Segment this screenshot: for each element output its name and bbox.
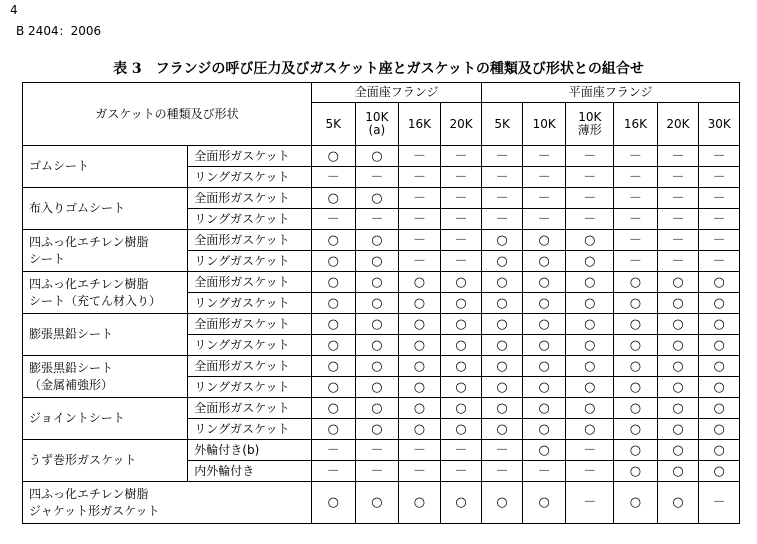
applicability-mark: ○ (311, 272, 355, 293)
applicability-mark: ○ (566, 251, 614, 272)
table-row (23, 398, 740, 419)
applicability-mark: － (699, 482, 740, 524)
applicability-mark: ○ (311, 398, 355, 419)
applicability-mark: ○ (399, 272, 441, 293)
applicability-mark: ○ (566, 335, 614, 356)
applicability-mark: ○ (440, 272, 482, 293)
applicability-mark: － (657, 209, 699, 230)
applicability-mark: ○ (355, 335, 399, 356)
applicability-mark: ○ (482, 482, 523, 524)
applicability-mark: － (399, 251, 441, 272)
header-flat-face-col (657, 103, 699, 146)
applicability-mark: － (614, 209, 658, 230)
applicability-mark: ○ (399, 293, 441, 314)
applicability-mark: － (522, 209, 566, 230)
applicability-mark: － (566, 461, 614, 482)
applicability-mark: － (311, 461, 355, 482)
table-title: 表 3 フランジの呼び圧力及びガスケット座とガスケットの種類及び形状との組合せ (113, 61, 644, 77)
pressure-label: 10K (532, 116, 556, 131)
applicability-mark: ○ (482, 251, 523, 272)
applicability-mark: － (699, 146, 740, 167)
applicability-mark: ○ (355, 398, 399, 419)
applicability-mark: ○ (355, 188, 399, 209)
applicability-mark: － (311, 209, 355, 230)
table-row (23, 146, 740, 167)
gasket-shape: 内外輪付き (188, 461, 312, 482)
applicability-mark: ○ (522, 398, 566, 419)
header-flat-face-col (566, 103, 614, 146)
applicability-mark: ○ (657, 482, 699, 524)
applicability-mark: ○ (614, 293, 658, 314)
applicability-mark: ○ (355, 251, 399, 272)
applicability-mark: ○ (522, 272, 566, 293)
gasket-shape: 全面形ガスケット (188, 356, 312, 377)
applicability-mark: ○ (657, 398, 699, 419)
applicability-mark: － (482, 209, 523, 230)
gasket-shape: 全面形ガスケット (188, 230, 312, 251)
applicability-mark: － (566, 482, 614, 524)
applicability-mark: ○ (440, 377, 482, 398)
pressure-note: 薄形 (577, 123, 602, 137)
applicability-mark: － (355, 167, 399, 188)
applicability-mark: ○ (657, 335, 699, 356)
applicability-mark: ○ (614, 440, 658, 461)
pressure-note: (a) (368, 123, 386, 137)
applicability-mark: ○ (657, 272, 699, 293)
applicability-mark: ○ (482, 230, 523, 251)
applicability-mark: － (699, 230, 740, 251)
applicability-mark: － (699, 209, 740, 230)
applicability-mark: － (566, 209, 614, 230)
applicability-mark: － (522, 461, 566, 482)
applicability-mark: ○ (614, 335, 658, 356)
applicability-mark: ○ (522, 314, 566, 335)
table-row (23, 314, 740, 335)
applicability-mark: ○ (566, 272, 614, 293)
gasket-shape: リングガスケット (188, 209, 312, 230)
applicability-mark: － (311, 167, 355, 188)
applicability-mark: － (355, 209, 399, 230)
applicability-mark: － (657, 188, 699, 209)
applicability-mark: － (355, 461, 399, 482)
applicability-mark: ○ (614, 314, 658, 335)
applicability-mark: ○ (311, 419, 355, 440)
applicability-mark: － (522, 188, 566, 209)
applicability-mark: － (614, 146, 658, 167)
gasket-shape: リングガスケット (188, 167, 312, 188)
applicability-mark: ○ (482, 356, 523, 377)
applicability-mark: ○ (311, 230, 355, 251)
applicability-mark: － (566, 167, 614, 188)
applicability-mark: － (566, 440, 614, 461)
table-row (23, 482, 740, 524)
applicability-mark: ○ (482, 377, 523, 398)
table-row (23, 188, 740, 209)
gasket-shape: 外輪付き(b) (188, 440, 312, 461)
applicability-mark: ○ (614, 272, 658, 293)
applicability-mark: ○ (566, 419, 614, 440)
applicability-mark: ○ (311, 146, 355, 167)
gasket-shape: リングガスケット (188, 293, 312, 314)
applicability-mark: ○ (355, 314, 399, 335)
gasket-material: ジョイントシート (23, 398, 188, 440)
gasket-material: 布入りゴムシート (23, 188, 188, 230)
applicability-mark: ○ (440, 314, 482, 335)
applicability-mark: ○ (614, 398, 658, 419)
gasket-shape: リングガスケット (188, 377, 312, 398)
applicability-mark: ○ (614, 482, 658, 524)
applicability-mark: ○ (311, 251, 355, 272)
applicability-mark: ○ (482, 398, 523, 419)
applicability-mark: ○ (482, 419, 523, 440)
table-row (23, 230, 740, 251)
applicability-mark: － (440, 461, 482, 482)
applicability-mark: ○ (311, 356, 355, 377)
header-group-flat-face: 平面座フランジ (482, 83, 740, 103)
applicability-mark: ○ (566, 356, 614, 377)
applicability-mark: ○ (399, 482, 441, 524)
applicability-mark: ○ (311, 482, 355, 524)
applicability-mark: － (482, 146, 523, 167)
applicability-mark: ○ (699, 272, 740, 293)
applicability-mark: ○ (311, 335, 355, 356)
applicability-mark: ○ (355, 377, 399, 398)
applicability-mark: － (699, 251, 740, 272)
pressure-label: 16K (407, 116, 432, 131)
applicability-mark: ○ (699, 398, 740, 419)
applicability-mark: ○ (482, 314, 523, 335)
applicability-mark: － (440, 440, 482, 461)
applicability-mark: － (614, 230, 658, 251)
applicability-mark: － (614, 167, 658, 188)
page-number: 4 (10, 3, 18, 17)
pressure-label: 5K (325, 116, 342, 131)
applicability-mark: － (399, 440, 441, 461)
applicability-mark: ○ (355, 419, 399, 440)
applicability-mark: － (482, 167, 523, 188)
gasket-material: ゴムシート (23, 146, 188, 188)
applicability-mark: － (440, 146, 482, 167)
applicability-mark: ○ (399, 419, 441, 440)
header-flat-face-col (699, 103, 740, 146)
applicability-mark: ○ (522, 482, 566, 524)
applicability-mark: ○ (522, 419, 566, 440)
gasket-shape: 全面形ガスケット (188, 314, 312, 335)
applicability-mark: ○ (566, 230, 614, 251)
applicability-mark: ○ (657, 356, 699, 377)
gasket-material: 膨張黒鉛シート （金属補強形） (23, 356, 188, 398)
gasket-material: 四ふっ化エチレン樹脂 シート（充てん材入り） (23, 272, 188, 314)
applicability-mark: ○ (440, 398, 482, 419)
gasket-shape: リングガスケット (188, 335, 312, 356)
applicability-mark: ○ (440, 335, 482, 356)
header-full-face-col (311, 103, 355, 146)
header-corner: ガスケットの種類及び形状 (23, 83, 312, 146)
pressure-label: 5K (494, 116, 510, 131)
header-group-full-face: 全面座フランジ (311, 83, 481, 103)
applicability-mark: － (482, 440, 523, 461)
applicability-mark: ○ (355, 482, 399, 524)
applicability-mark: － (522, 146, 566, 167)
header-flat-face-col (614, 103, 658, 146)
applicability-mark: ○ (522, 356, 566, 377)
applicability-mark: － (355, 440, 399, 461)
applicability-mark: － (482, 188, 523, 209)
applicability-mark: － (311, 440, 355, 461)
applicability-mark: ○ (522, 335, 566, 356)
gasket-shape: 全面形ガスケット (188, 398, 312, 419)
applicability-mark: － (566, 188, 614, 209)
applicability-mark: ○ (440, 419, 482, 440)
applicability-mark: ○ (657, 314, 699, 335)
table-row (23, 356, 740, 377)
applicability-mark: － (699, 188, 740, 209)
applicability-mark: － (399, 167, 441, 188)
applicability-mark: ○ (440, 356, 482, 377)
applicability-mark: ○ (566, 377, 614, 398)
applicability-mark: － (399, 209, 441, 230)
applicability-mark: － (399, 461, 441, 482)
applicability-mark: ○ (440, 293, 482, 314)
header-full-face-col (355, 103, 399, 146)
table-row (23, 272, 740, 293)
applicability-mark: － (399, 146, 441, 167)
applicability-mark: ○ (522, 251, 566, 272)
applicability-mark: ○ (614, 356, 658, 377)
applicability-mark: ○ (482, 272, 523, 293)
applicability-mark: － (440, 209, 482, 230)
table-row (23, 440, 740, 461)
applicability-mark: － (482, 461, 523, 482)
applicability-mark: － (440, 251, 482, 272)
applicability-mark: － (566, 146, 614, 167)
applicability-mark: － (657, 251, 699, 272)
header-flat-face-col (482, 103, 523, 146)
applicability-mark: ○ (699, 461, 740, 482)
applicability-mark: ○ (657, 293, 699, 314)
applicability-mark: ○ (614, 461, 658, 482)
gasket-shape: リングガスケット (188, 251, 312, 272)
applicability-mark: ○ (657, 461, 699, 482)
applicability-mark: － (440, 230, 482, 251)
standard-id: B 2404：2006 (16, 24, 102, 38)
applicability-mark: ○ (699, 419, 740, 440)
gasket-material: うず巻形ガスケット (23, 440, 188, 482)
applicability-mark: ○ (311, 314, 355, 335)
applicability-mark: ○ (614, 419, 658, 440)
applicability-mark: ○ (355, 146, 399, 167)
applicability-mark: － (399, 230, 441, 251)
applicability-mark: ○ (699, 293, 740, 314)
applicability-mark: ○ (399, 398, 441, 419)
applicability-mark: － (440, 167, 482, 188)
gasket-shape: 全面形ガスケット (188, 272, 312, 293)
applicability-mark: ○ (699, 440, 740, 461)
applicability-mark: ○ (699, 356, 740, 377)
applicability-mark: － (614, 188, 658, 209)
applicability-mark: ○ (614, 377, 658, 398)
applicability-mark: ○ (522, 377, 566, 398)
applicability-mark: ○ (522, 230, 566, 251)
gasket-shape: 全面形ガスケット (188, 188, 312, 209)
header-flat-face-col (522, 103, 566, 146)
applicability-mark: ○ (699, 314, 740, 335)
applicability-mark: ○ (657, 377, 699, 398)
applicability-mark: ○ (566, 293, 614, 314)
applicability-mark: ○ (699, 377, 740, 398)
applicability-mark: － (657, 230, 699, 251)
applicability-mark: ○ (355, 230, 399, 251)
gasket-material: 膨張黒鉛シート (23, 314, 188, 356)
applicability-mark: ○ (657, 440, 699, 461)
applicability-mark: ○ (399, 314, 441, 335)
gasket-material: 四ふっ化エチレン樹脂 ジャケット形ガスケット (23, 482, 312, 524)
applicability-mark: ○ (522, 293, 566, 314)
applicability-mark: ○ (399, 356, 441, 377)
applicability-mark: ○ (482, 293, 523, 314)
applicability-mark: ○ (311, 377, 355, 398)
header-full-face-col (440, 103, 482, 146)
applicability-mark: ○ (566, 314, 614, 335)
applicability-mark: ○ (355, 272, 399, 293)
gasket-shape: リングガスケット (188, 419, 312, 440)
applicability-mark: － (440, 188, 482, 209)
applicability-mark: － (399, 188, 441, 209)
gasket-combination-table (22, 82, 740, 524)
gasket-shape: 全面形ガスケット (188, 146, 312, 167)
pressure-label: 10K (365, 110, 389, 124)
applicability-mark: ○ (699, 335, 740, 356)
pressure-label: 10K (578, 110, 602, 124)
applicability-mark: ○ (657, 419, 699, 440)
applicability-mark: － (699, 167, 740, 188)
applicability-mark: ○ (399, 335, 441, 356)
applicability-mark: ○ (440, 482, 482, 524)
pressure-label: 20K (666, 116, 690, 131)
applicability-mark: － (614, 251, 658, 272)
applicability-mark: － (657, 167, 699, 188)
applicability-mark: ○ (311, 293, 355, 314)
header-full-face-col (399, 103, 441, 146)
pressure-label: 20K (449, 116, 473, 131)
applicability-mark: ○ (355, 356, 399, 377)
gasket-material: 四ふっ化エチレン樹脂 シート (23, 230, 188, 272)
applicability-mark: ○ (399, 377, 441, 398)
pressure-label: 16K (623, 116, 647, 131)
applicability-mark: ○ (355, 293, 399, 314)
applicability-mark: ○ (311, 188, 355, 209)
applicability-mark: － (657, 146, 699, 167)
pressure-label: 30K (707, 116, 731, 131)
applicability-mark: ○ (566, 398, 614, 419)
applicability-mark: ○ (482, 335, 523, 356)
applicability-mark: － (522, 167, 566, 188)
applicability-mark: ○ (522, 440, 566, 461)
